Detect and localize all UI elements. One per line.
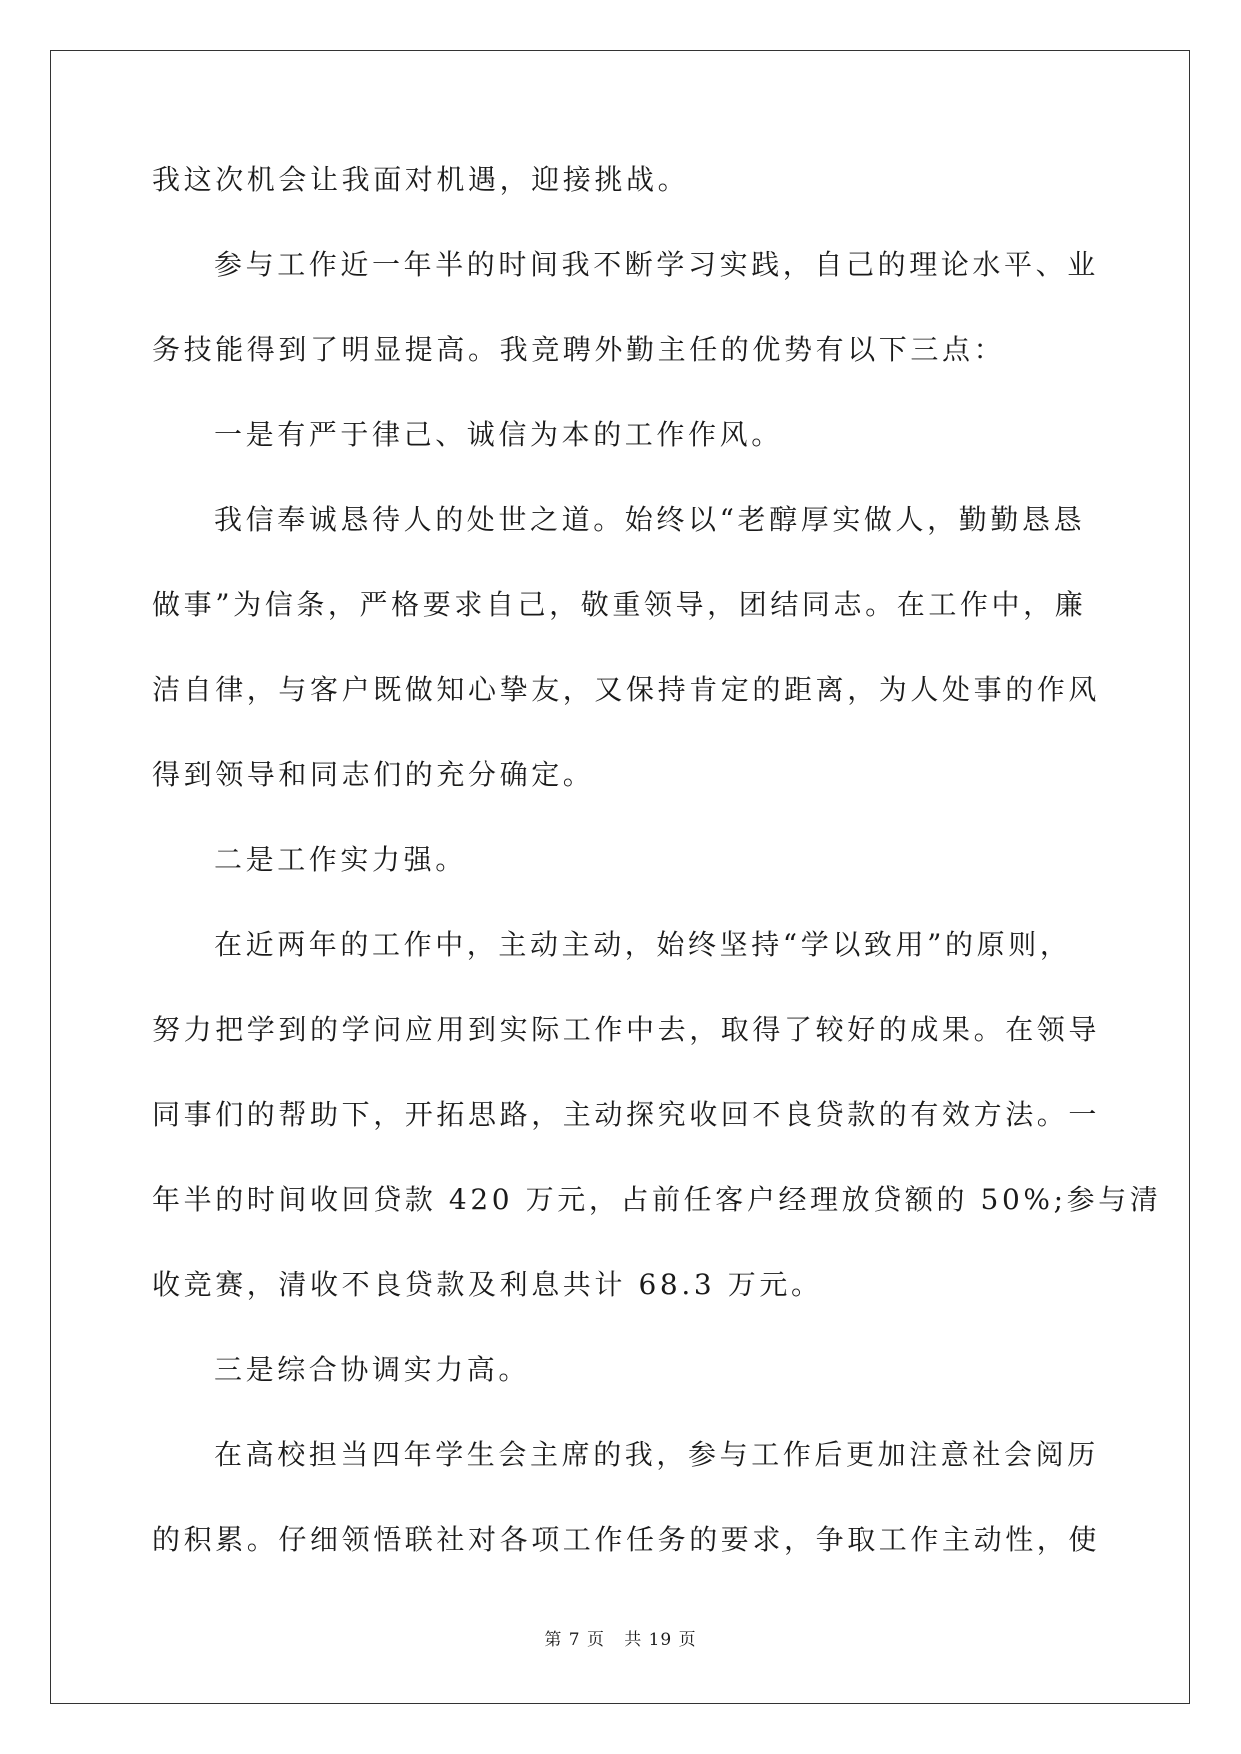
text-line: 得到领导和同志们的充分确定。 — [152, 758, 595, 791]
text-line: 同事们的帮助下，开拓思路，主动探究收回不良贷款的有效方法。一 — [152, 1098, 1101, 1131]
text-line: 三是综合协调实力高。 — [214, 1353, 531, 1386]
text-line: 年半的时间收回贷款 420 万元，占前任客户经理放贷额的 50%;参与清 — [152, 1183, 1162, 1216]
text-line: 在近两年的工作中，主动主动，始终坚持“学以致用”的原则， — [214, 928, 1072, 961]
text-line: 收竞赛，清收不良贷款及利息共计 68.3 万元。 — [152, 1268, 823, 1301]
document-body — [152, 160, 1162, 1605]
page-footer — [0, 1625, 1241, 1650]
text-line: 参与工作近一年半的时间我不断学习实践，自己的理论水平、业 — [214, 248, 1099, 281]
text-line: 的积累。仔细领悟联社对各项工作任务的要求，争取工作主动性，使 — [152, 1523, 1101, 1556]
text-line: 我这次机会让我面对机遇，迎接挑战。 — [152, 163, 690, 196]
page-number: 第 7 页 共 19 页 — [544, 1630, 697, 1650]
text-line: 务技能得到了明显提高。我竞聘外勤主任的优势有以下三点： — [152, 333, 1006, 366]
text-line: 一是有严于律己、诚信为本的工作作风。 — [214, 418, 783, 451]
text-line: 做事”为信条，严格要求自己，敬重领导，团结同志。在工作中，廉 — [152, 588, 1087, 621]
text-line: 努力把学到的学问应用到实际工作中去，取得了较好的成果。在领导 — [152, 1013, 1101, 1046]
text-line: 二是工作实力强。 — [214, 843, 467, 876]
text-line: 在高校担当四年学生会主席的我，参与工作后更加注意社会阅历 — [214, 1438, 1099, 1471]
text-line: 我信奉诚恳待人的处世之道。始终以“老醇厚实做人，勤勤恳恳 — [214, 503, 1086, 536]
text-line: 洁自律，与客户既做知心挚友，又保持肯定的距离，为人处事的作风 — [152, 673, 1101, 706]
